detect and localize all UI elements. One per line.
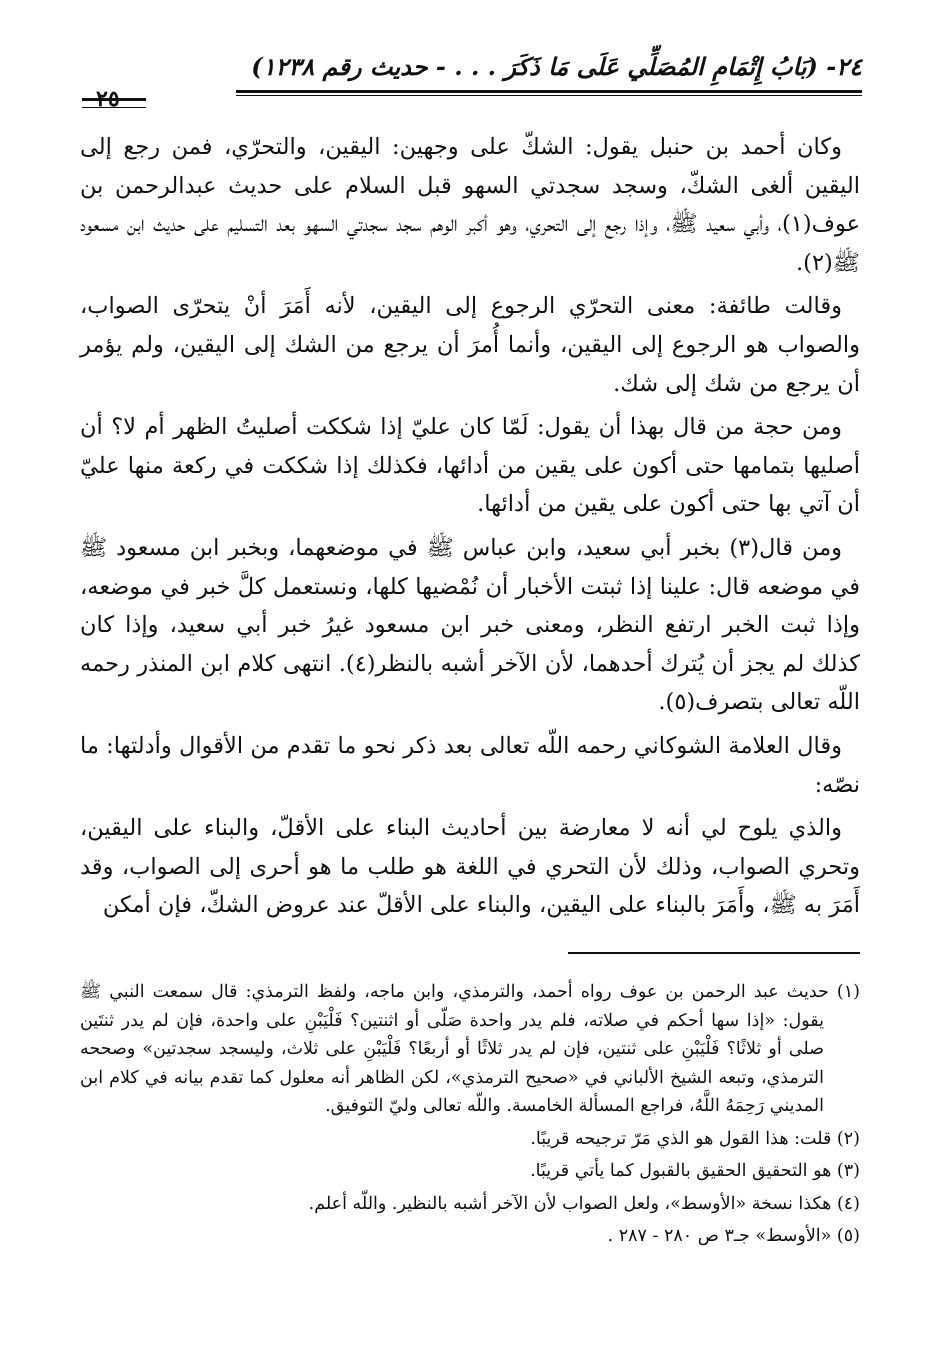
footnote: (٢) قلت: هذا القول هو الذي مَرّ ترجيحه قريبًا. bbox=[530, 1128, 860, 1149]
footnote: (١) حديث عبد الرحمن بن عوف رواه أحمد، والترمذي، وابن ماجه، ولفظ الترمذي: قال سمعت النبي ﷺ يقول: «إذا سها أحكم في صلاته، فلم يدر واحدة صَلّى أو اثنتين؟ فَلْيَبْنِ على واحدة، فإن لم يدر ثنتَين صلى أو ثلاثًا؟ فَلْيَبْنِ على ثنتين، فإن لم يدر ثلاثًا أو أربعًا؟ فَلْيَبْنِ على ثلاث، وليسجد سجدتين» وصححه الترمذي، وتبعه الشيخ الألباني في «صحيح الترمذي»، لكن الظاهر أنه معلول كما تقدم بيانه في كلام ابن المديني رَحِمَهُ اللَّهُ، فراجع المسألة الخامسة. واللّه تعالى وليّ التوفيق. bbox=[80, 982, 860, 1116]
page-number: ٢٥ bbox=[96, 86, 120, 112]
main-text bbox=[80, 128, 860, 930]
footnotes bbox=[80, 978, 860, 1255]
chapter-title: ٢٤- (بَابُ إِتْمَامِ المُصَلِّي عَلَى مَا ذَكَرَ . . . - حديث رقم ١٢٣٨) bbox=[251, 52, 862, 81]
paragraph: ومن قال(٣) بخبر أبي سعيد، وابن عباس ﷺ في موضعهما، وبخبر ابن مسعود ﷺ في موضعه قال: علينا إذا ثبتت الأخبار أن نُمْضيها كلها، ونستعمل كلَّ خبر في موضعه، وإذا ثبت الخبر ارتفع النظر، ومعنى خبر ابن مسعود غيرُ خبر أبي سعيد، وإذا كان كذلك لم يجز أن يُترك أحدهما، لأن الآخر أشبه بالنظر(٤). انتهى كلام ابن المنذر رحمه اللّه تعالى بتصرف(٥). bbox=[80, 534, 860, 716]
paragraph: وقال العلامة الشوكاني رحمه اللّه تعالى بعد ذكر نحو ما تقدم من الأقوال وأدلتها: ما نصّه: bbox=[80, 732, 860, 798]
running-header bbox=[80, 52, 862, 92]
footnote-separator bbox=[568, 952, 860, 954]
footnote: (٤) هكذا نسخة «الأوسط»، ولعل الصواب لأن الآخر أشبه بالنظير. واللّه أعلم. bbox=[308, 1193, 860, 1214]
paragraph: وقالت طائفة: معنى التحرّي الرجوع إلى اليقين، لأنه أَمَرَ أنْ يتحرّى الصواب، والصواب هو الرجوع إلى اليقين، وأنما أُمرَ أن يرجع من الشك إلى اليقين، ولم يؤمر أن يرجع من شك إلى شك. bbox=[80, 293, 860, 397]
paragraph: والذي يلوح لي أنه لا معارضة بين أحاديث البناء على الأقلّ، والبناء على اليقين، وتحري الصواب، وذلك لأن التحري في اللغة هو طلب ما هو أحرى إلى الصواب، وقد أَمَرَ به ﷺ، وأَمَرَ بالبناء على اليقين، والبناء على الأقلّ عند عروض الشكّ، فإن أمكن bbox=[80, 815, 860, 919]
paragraph: وكان أحمد بن حنبل يقول: الشكّ على وجهين: اليقين، والتحرّي، فمن رجع إلى اليقين ألغى الشكّ، وسجد سجدتي السهو قبل السلام على حديث عبدالرحمن بن عوف(١)، وأبي سعيد ﷺ، وإذا رجع إلى التحري، وهو أكبر الوهم سجد سجدتي السهو بعد التسليم على حديث ابن مسعود ﷺ(٢). bbox=[80, 134, 860, 276]
footnote: (٥) «الأوسط» جـ٣ ص ٢٨٠ - ٢٨٧ . bbox=[607, 1226, 860, 1246]
footnote: (٣) هو التحقيق الحقيق بالقبول كما يأتي قريبًا. bbox=[530, 1161, 860, 1181]
paragraph: ومن حجة من قال بهذا أن يقول: لَمّا كان عليّ إذا شككت أصليتُ الظهر أم لا؟ أن أصليها بتمامها حتى أكون على يقين من أدائها، فكذلك إذا شككت في ركعة منها عليّ أن آتي بها حتى أكون على يقين من أدائها. bbox=[80, 414, 860, 518]
header-rule bbox=[236, 90, 862, 96]
